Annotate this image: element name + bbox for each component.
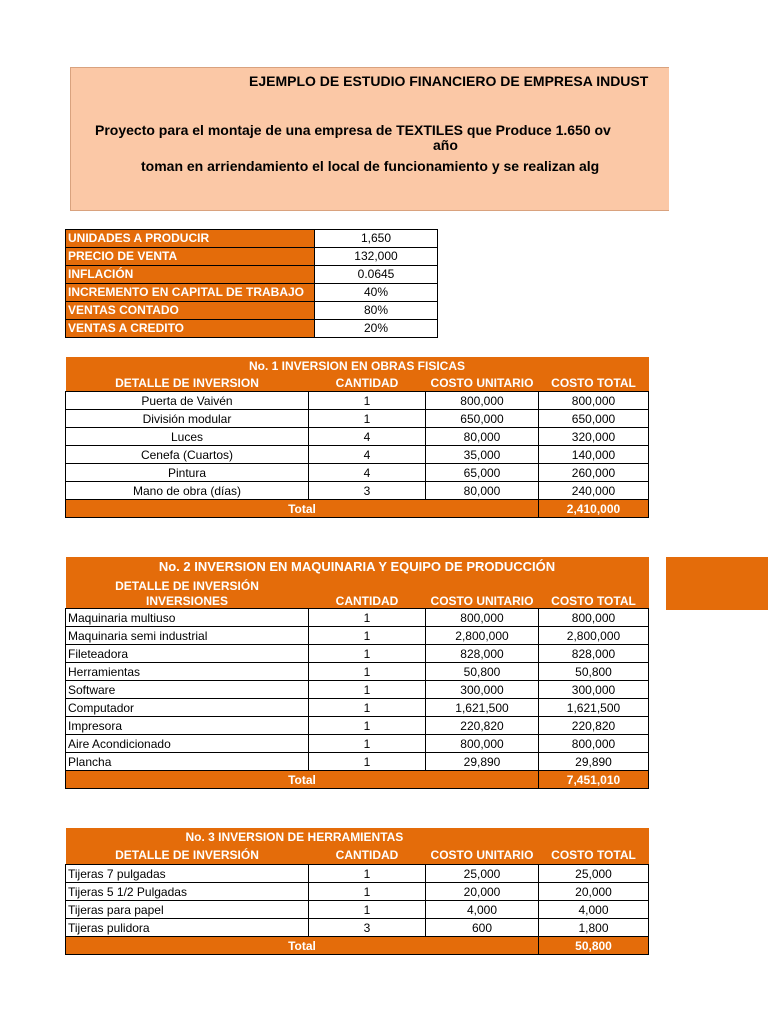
item-detail: Impresora xyxy=(66,717,309,735)
item-unit-cost: 300,000 xyxy=(426,681,539,699)
table2-total-row xyxy=(66,771,649,789)
table2-header-total: COSTO TOTAL xyxy=(539,594,649,609)
table-row xyxy=(66,865,649,883)
table3-header-detail: DETALLE DE INVERSIÓN xyxy=(66,845,309,865)
table-row xyxy=(66,428,649,446)
parameter-row xyxy=(66,266,438,284)
item-detail: Maquinaria multiuso xyxy=(66,609,309,627)
parameter-value: 0.0645 xyxy=(315,266,438,284)
item-quantity: 1 xyxy=(309,883,426,901)
item-detail: Mano de obra (días) xyxy=(66,482,309,500)
parameter-value: 1,650 xyxy=(315,230,438,248)
table3-header-row xyxy=(66,845,649,865)
table3-header-unit: COSTO UNITARIO xyxy=(426,845,539,865)
item-total-cost: 140,000 xyxy=(539,446,649,464)
item-unit-cost: 2,800,000 xyxy=(426,627,539,645)
item-unit-cost: 4,000 xyxy=(426,901,539,919)
item-total-cost: 800,000 xyxy=(539,609,649,627)
table1-header-detail: DETALLE DE INVERSION xyxy=(66,374,309,392)
item-unit-cost: 20,000 xyxy=(426,883,539,901)
item-detail: Tijeras para papel xyxy=(66,901,309,919)
item-detail: Cenefa (Cuartos) xyxy=(66,446,309,464)
table1-header-total: COSTO TOTAL xyxy=(539,374,649,392)
project-description-line2: año xyxy=(433,137,458,153)
item-total-cost: 2,800,000 xyxy=(539,627,649,645)
item-unit-cost: 65,000 xyxy=(426,464,539,482)
item-unit-cost: 80,000 xyxy=(426,482,539,500)
item-detail: Maquinaria semi industrial xyxy=(66,627,309,645)
table-row xyxy=(66,717,649,735)
item-quantity: 1 xyxy=(309,681,426,699)
item-unit-cost: 800,000 xyxy=(426,735,539,753)
item-detail: Tijeras 7 pulgadas xyxy=(66,865,309,883)
item-unit-cost: 220,820 xyxy=(426,717,539,735)
table1-total-row xyxy=(66,500,649,518)
item-total-cost: 828,000 xyxy=(539,645,649,663)
maquinaria-table xyxy=(65,557,649,789)
item-quantity: 1 xyxy=(309,753,426,771)
item-total-cost: 50,800 xyxy=(539,663,649,681)
item-quantity: 1 xyxy=(309,717,426,735)
table3-total-label: Total xyxy=(66,937,539,955)
item-quantity: 1 xyxy=(309,645,426,663)
item-unit-cost: 650,000 xyxy=(426,410,539,428)
table-row xyxy=(66,410,649,428)
item-unit-cost: 800,000 xyxy=(426,392,539,410)
table1-header-unit: COSTO UNITARIO xyxy=(426,374,539,392)
item-total-cost: 650,000 xyxy=(539,410,649,428)
item-detail: Tijeras pulidora xyxy=(66,919,309,937)
item-detail: Herramientas xyxy=(66,663,309,681)
item-unit-cost: 600 xyxy=(426,919,539,937)
table-row xyxy=(66,919,649,937)
table2-header-row xyxy=(66,594,649,609)
item-detail: Software xyxy=(66,681,309,699)
table-row xyxy=(66,699,649,717)
table-row xyxy=(66,753,649,771)
herramientas-table xyxy=(65,828,649,955)
item-quantity: 3 xyxy=(309,919,426,937)
table3-title: No. 3 INVERSION DE HERRAMIENTAS xyxy=(66,828,649,845)
item-quantity: 1 xyxy=(309,663,426,681)
table1-title: No. 1 INVERSION EN OBRAS FISICAS xyxy=(66,357,649,374)
item-detail: División modular xyxy=(66,410,309,428)
item-quantity: 1 xyxy=(309,627,426,645)
table-row xyxy=(66,464,649,482)
parameter-label: VENTAS A CREDITO xyxy=(66,320,315,338)
item-quantity: 1 xyxy=(309,410,426,428)
item-detail: Aire Acondicionado xyxy=(66,735,309,753)
item-detail: Computador xyxy=(66,699,309,717)
item-quantity: 3 xyxy=(309,482,426,500)
item-unit-cost: 800,000 xyxy=(426,609,539,627)
table-row xyxy=(66,681,649,699)
item-total-cost: 1,621,500 xyxy=(539,699,649,717)
item-total-cost: 240,000 xyxy=(539,482,649,500)
item-unit-cost: 35,000 xyxy=(426,446,539,464)
project-description-line1: Proyecto para el montaje de una empresa de TEXTILES que Produce 1.650 ov xyxy=(95,122,611,138)
parameter-value: 20% xyxy=(315,320,438,338)
parameter-value: 40% xyxy=(315,284,438,302)
table2-total-label: Total xyxy=(66,771,539,789)
obras-fisicas-table xyxy=(65,357,649,518)
table2-title-extension xyxy=(666,557,768,610)
title-banner xyxy=(70,67,669,211)
parameter-row xyxy=(66,302,438,320)
item-quantity: 4 xyxy=(309,464,426,482)
item-total-cost: 29,890 xyxy=(539,753,649,771)
parameter-row xyxy=(66,230,438,248)
table3-total-value: 50,800 xyxy=(539,937,649,955)
item-quantity: 1 xyxy=(309,699,426,717)
table1-header-row xyxy=(66,374,649,392)
parameter-label: PRECIO DE VENTA xyxy=(66,248,315,266)
parameter-label: INCREMENTO EN CAPITAL DE TRABAJO xyxy=(66,284,315,302)
item-total-cost: 1,800 xyxy=(539,919,649,937)
item-total-cost: 20,000 xyxy=(539,883,649,901)
table2-header-unit: COSTO UNITARIO xyxy=(426,594,539,609)
table-row xyxy=(66,446,649,464)
item-unit-cost: 29,890 xyxy=(426,753,539,771)
item-total-cost: 260,000 xyxy=(539,464,649,482)
item-unit-cost: 50,800 xyxy=(426,663,539,681)
table-row xyxy=(66,392,649,410)
item-detail: Luces xyxy=(66,428,309,446)
table-row xyxy=(66,901,649,919)
item-total-cost: 800,000 xyxy=(539,392,649,410)
item-quantity: 4 xyxy=(309,428,426,446)
item-unit-cost: 80,000 xyxy=(426,428,539,446)
table1-header-qty: CANTIDAD xyxy=(309,374,426,392)
item-detail: Puerta de Vaivén xyxy=(66,392,309,410)
item-total-cost: 800,000 xyxy=(539,735,649,753)
table-row xyxy=(66,645,649,663)
parameter-value: 80% xyxy=(315,302,438,320)
table2-header-detail-line1: DETALLE DE INVERSIÓN xyxy=(66,577,309,594)
table-row xyxy=(66,482,649,500)
document-title: EJEMPLO DE ESTUDIO FINANCIERO DE EMPRESA INDUST xyxy=(249,73,649,89)
item-unit-cost: 25,000 xyxy=(426,865,539,883)
parameter-value: 132,000 xyxy=(315,248,438,266)
table1-total-value: 2,410,000 xyxy=(539,500,649,518)
table-row xyxy=(66,627,649,645)
item-total-cost: 300,000 xyxy=(539,681,649,699)
item-detail: Plancha xyxy=(66,753,309,771)
table3-header-total: COSTO TOTAL xyxy=(539,845,649,865)
table3-total-row xyxy=(66,937,649,955)
item-unit-cost: 1,621,500 xyxy=(426,699,539,717)
item-quantity: 1 xyxy=(309,865,426,883)
parameter-label: VENTAS CONTADO xyxy=(66,302,315,320)
table3-header-qty: CANTIDAD xyxy=(309,845,426,865)
parameter-label: INFLACIÓN xyxy=(66,266,315,284)
item-total-cost: 4,000 xyxy=(539,901,649,919)
table1-total-label: Total xyxy=(66,500,539,518)
item-quantity: 1 xyxy=(309,735,426,753)
table2-total-value: 7,451,010 xyxy=(539,771,649,789)
item-quantity: 1 xyxy=(309,392,426,410)
item-unit-cost: 828,000 xyxy=(426,645,539,663)
table2-header-detail: INVERSIONES xyxy=(66,594,309,609)
table-row xyxy=(66,609,649,627)
item-detail: Tijeras 5 1/2 Pulgadas xyxy=(66,883,309,901)
table2-header-qty: CANTIDAD xyxy=(309,594,426,609)
item-total-cost: 25,000 xyxy=(539,865,649,883)
item-detail: Fileteadora xyxy=(66,645,309,663)
item-quantity: 1 xyxy=(309,901,426,919)
item-quantity: 4 xyxy=(309,446,426,464)
table2-title: No. 2 INVERSION EN MAQUINARIA Y EQUIPO DE PRODUCCIÓN xyxy=(66,557,649,577)
item-total-cost: 220,820 xyxy=(539,717,649,735)
item-detail: Pintura xyxy=(66,464,309,482)
table-row xyxy=(66,663,649,681)
parameter-label: UNIDADES A PRODUCIR xyxy=(66,230,315,248)
parameters-table xyxy=(65,229,438,338)
table-row xyxy=(66,883,649,901)
table-row xyxy=(66,735,649,753)
parameter-row xyxy=(66,284,438,302)
project-description-line3: toman en arriendamiento el local de funcionamiento y se realizan alg xyxy=(141,158,600,174)
item-quantity: 1 xyxy=(309,609,426,627)
parameter-row xyxy=(66,320,438,338)
item-total-cost: 320,000 xyxy=(539,428,649,446)
parameter-row xyxy=(66,248,438,266)
